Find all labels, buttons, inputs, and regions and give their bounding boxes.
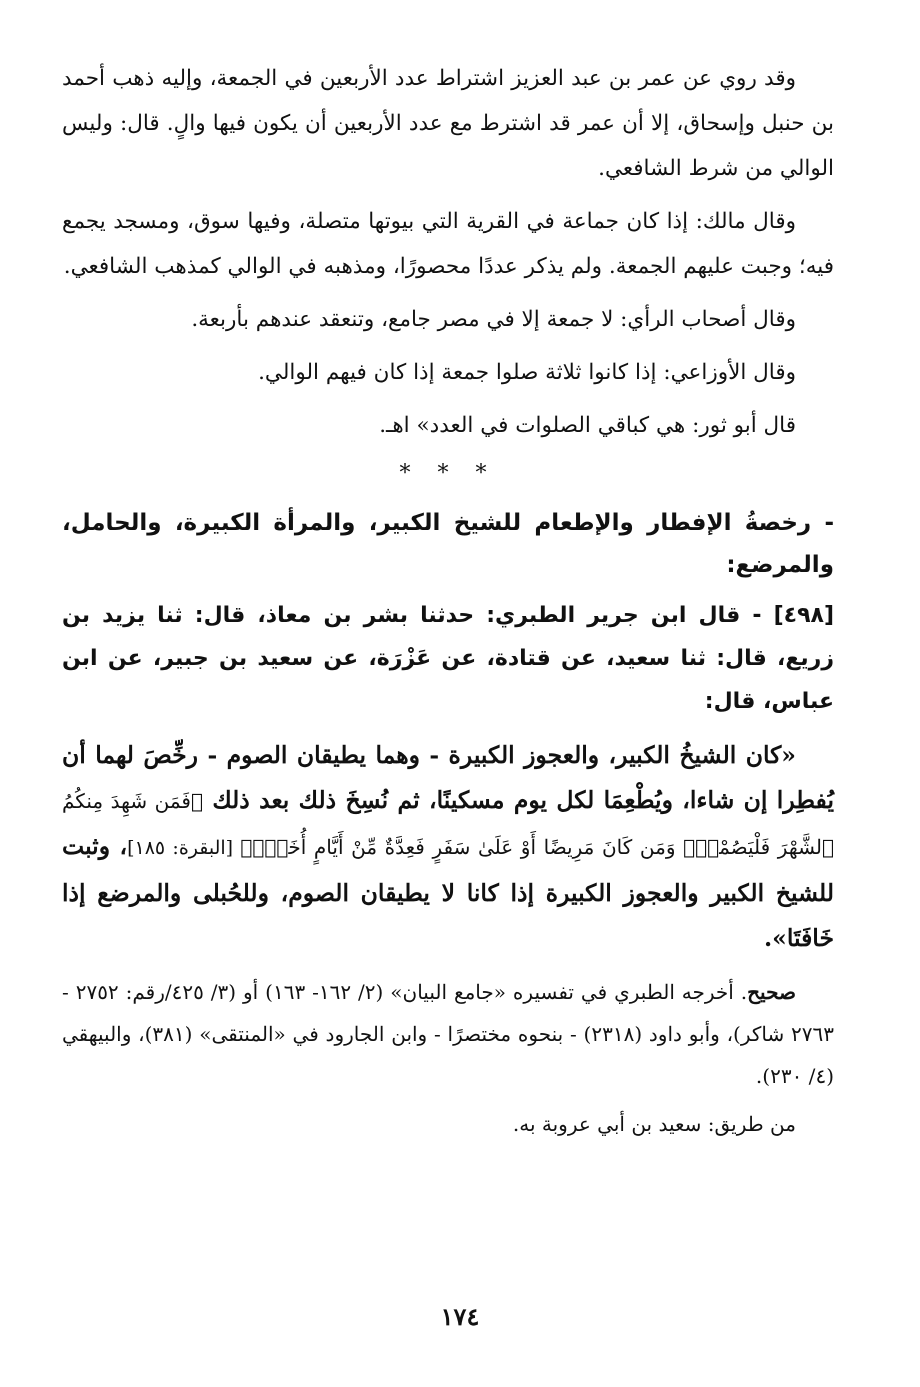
paragraph-omar-ibn-abdulaziz: وقد روي عن عمر بن عبد العزيز اشتراط عدد الأربعين في الجمعة، وإليه ذهب أحمد بن حنبل وإسحاق، إلا أن عمر قد اشترط مع عدد الأربعين أن يكون فيها والٍ. قال: وليس الوالي من شرط الشافعي. (62, 66, 834, 181)
page-number: ١٧٤ (440, 1302, 480, 1331)
section-heading: - رخصةُ الإفطار والإطعام للشيخ الكبير، والمرأة الكبيرة، والحامل، والمرضع: (62, 510, 834, 578)
hadith-text-part1: «كان الشيخُ الكبير، والعجوز الكبيرة - وهما يطيقان الصوم - رخِّصَ لهما أن يُفطِرا إن شاءا، ويُطْعِمَا لكل يوم مسكينًا، ثم نُسِخَ ذلك بعد ذلك (62, 741, 834, 814)
paragraph-ashab-al-ray: وقال أصحاب الرأي: لا جمعة إلا في مصر جامع، وتنعقد عندهم بأربعة. (191, 307, 796, 332)
takhrij-text: . أخرجه الطبري في تفسيره «جامع البيان» (٢/ ١٦٢- ١٦٣) أو (٣/ ٤٢٥/رقم: ٢٧٥٢ - ٢٧٦٣ شاكر)، وأبو داود (٢٣١٨) - بنحوه مختصرًا - وابن الجارود في «المنتقى» (٣٨١)، والبيهقي (٤/ ٢٣٠). (62, 980, 834, 1088)
hadith-text-part2: ، وثبت للشيخ الكبير والعجوز الكبيرة إذا كانا لا يطيقان الصوم، وللحُبلى والمرضع إذا خَافَتَا». (62, 832, 834, 952)
paragraph-awzai: وقال الأوزاعي: إذا كانوا ثلاثة صلوا جمعة إذا كان فيهم الوالي. (258, 360, 796, 385)
section-separator: * * * (399, 461, 497, 486)
paragraph-malik: وقال مالك: إذا كان جماعة في القرية التي بيوتها متصلة، وفيها سوق، ومسجد يجمع فيه؛ وجبت عليهم الجمعة. ولم يذكر عددًا محصورًا، ومذهبه في الوالي كمذهب الشافعي. (62, 209, 834, 279)
quran-reference: [البقرة: ١٨٥] (127, 837, 241, 859)
page-body (62, 56, 834, 1151)
paragraph-abu-thawr: قال أبو ثور: هي كباقي الصلوات في العدد» اهـ. (379, 413, 796, 438)
route-paragraph: من طريق: سعيد بن أبي عروبة به. (512, 1112, 796, 1136)
hadith-isnad: [٤٩٨] - قال ابن جرير الطبري: حدثنا بشر بن معاذ، قال: ثنا يزيد بن زريع، قال: ثنا سعيد، عن قتادة، عن عَزْرَة، عن سعيد بن جبير، عن ابن عباس، قال: (62, 603, 834, 714)
takhrij-paragraph (62, 971, 834, 1097)
hadith-grade: صحيح (747, 980, 796, 1004)
quran-verse: ﴿فَمَن شَهِدَ مِنكُمُ ٱلشَّهْرَ فَلْيَصُمْهُۖ وَمَن كَانَ مَرِيضًا أَوْ عَلَىٰ سَفَرٍ فَعِدَّةٌ مِّنْ أَيَّامٍ أُخَرَۗ﴾ (62, 789, 835, 859)
hadith-text (62, 733, 834, 961)
